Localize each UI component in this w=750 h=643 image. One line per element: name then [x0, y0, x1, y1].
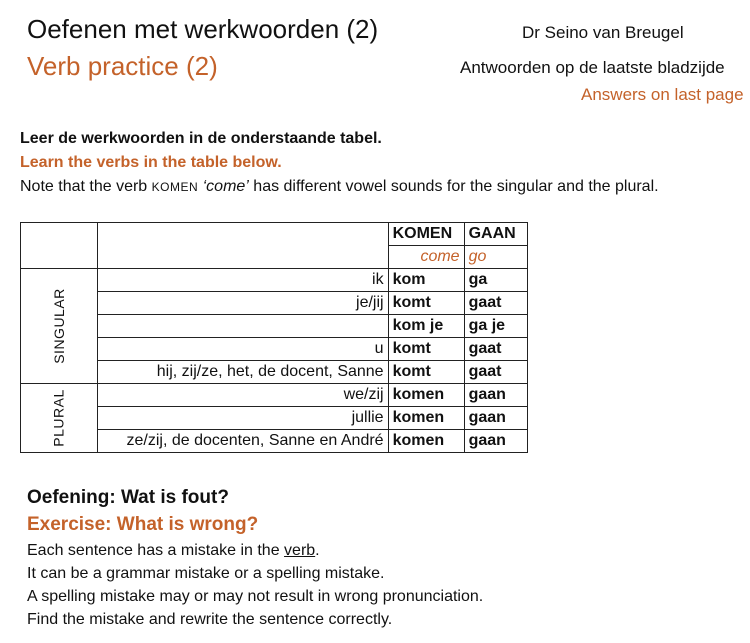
instruction-english: Learn the verbs in the table below.: [20, 154, 282, 171]
komen-cell: komt: [388, 292, 464, 315]
gaan-cell: gaat: [464, 361, 527, 384]
table-header-row: [21, 223, 528, 246]
line1-underlined-word: verb: [284, 542, 316, 559]
header-gaan: GAAN: [464, 223, 527, 246]
line1-text: Each sentence has a mistake in the: [27, 542, 285, 559]
note-gloss: ‘come’: [202, 178, 249, 195]
group-plural: [21, 384, 98, 453]
table-row: [21, 269, 528, 292]
page-title-english: Verb practice (2): [27, 51, 218, 81]
translation-komen: come: [388, 246, 464, 269]
subject-cell: [97, 315, 388, 338]
table-row: [21, 361, 528, 384]
table-row: [21, 384, 528, 407]
group-singular: [21, 269, 98, 384]
exercise-line-4: Find the mistake and rewrite the sentence correctly.: [27, 611, 393, 628]
verb-note: [20, 176, 720, 198]
komen-cell: komt: [388, 361, 464, 384]
exercise-line-1: [27, 542, 320, 560]
gaan-cell: ga: [464, 269, 527, 292]
page-title: Oefenen met werkwoorden (2): [27, 14, 379, 44]
header-komen: KOMEN: [388, 223, 464, 246]
exercise-title-english: Exercise: What is wrong?: [27, 514, 259, 535]
exercise-line-2: It can be a grammar mistake or a spelling mistake.: [27, 565, 385, 582]
group-label-plural: PLURAL: [50, 388, 67, 447]
gaan-cell: gaan: [464, 407, 527, 430]
note-verb: KOMEN: [151, 180, 199, 194]
line1-end: .: [315, 542, 320, 559]
komen-cell: komen: [388, 430, 464, 453]
table-subject-header: [97, 223, 388, 269]
subject-cell: je/jij: [97, 292, 388, 315]
author-name: Dr Seino van Breugel: [522, 23, 684, 42]
exercise-line-3: A spelling mistake may or may not result in wrong pronunciation.: [27, 588, 484, 605]
verb-table: [20, 222, 528, 453]
gaan-cell: gaan: [464, 384, 527, 407]
gaan-cell: gaat: [464, 338, 527, 361]
table-corner-cell: [21, 223, 98, 269]
subject-cell: hij, zij/ze, het, de docent, Sanne: [97, 361, 388, 384]
gaan-cell: ga je: [464, 315, 527, 338]
gaan-cell: gaat: [464, 292, 527, 315]
instruction-dutch: Leer de werkwoorden in de onderstaande tabel.: [20, 130, 382, 147]
group-label-singular: SINGULAR: [50, 287, 67, 364]
table-row: [21, 407, 528, 430]
subject-cell: we/zij: [97, 384, 388, 407]
note-text-before: Note that the verb: [20, 178, 152, 195]
answers-note: Antwoorden op de laatste bladzijde: [460, 58, 725, 77]
note-text-after: has different vowel sounds for the singular and the plural.: [248, 178, 659, 195]
komen-cell: komt: [388, 338, 464, 361]
table-row: [21, 292, 528, 315]
komen-cell: kom: [388, 269, 464, 292]
translation-gaan: go: [464, 246, 527, 269]
subject-cell: u: [97, 338, 388, 361]
subject-cell: ik: [97, 269, 388, 292]
subject-cell: jullie: [97, 407, 388, 430]
exercise-title: Oefening: Wat is fout?: [27, 487, 229, 508]
table-row: [21, 338, 528, 361]
komen-cell: kom je: [388, 315, 464, 338]
komen-cell: komen: [388, 384, 464, 407]
gaan-cell: gaan: [464, 430, 527, 453]
komen-cell: komen: [388, 407, 464, 430]
subject-cell: ze/zij, de docenten, Sanne en André: [97, 430, 388, 453]
table-row: [21, 430, 528, 453]
answers-note-english: Answers on last page: [581, 85, 744, 104]
